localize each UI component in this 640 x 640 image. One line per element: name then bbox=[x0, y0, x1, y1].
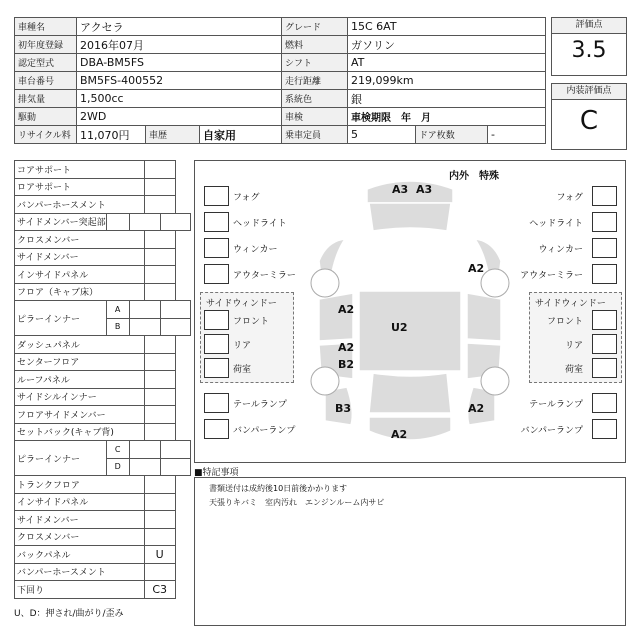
left-side-window-label: サイドウィンドー bbox=[206, 299, 277, 309]
left-headlight-label: ヘッドライト bbox=[233, 219, 287, 229]
right-mirror-label: アウターミラー bbox=[520, 271, 583, 281]
part-spacer bbox=[175, 248, 190, 266]
right-cargo-window-label: 荷室 bbox=[564, 365, 583, 375]
part-mark-cell[interactable] bbox=[144, 248, 175, 266]
left-front-window-checkbox[interactable] bbox=[204, 310, 229, 330]
damage-code-left-quarter: B3 bbox=[335, 402, 352, 415]
part-spacer bbox=[175, 371, 190, 389]
part-name: コアサポート bbox=[15, 161, 145, 179]
part-name: インサイドパネル bbox=[15, 493, 145, 511]
part-spacer bbox=[175, 388, 190, 406]
part-spacer bbox=[175, 336, 190, 354]
part-spacer bbox=[175, 231, 190, 249]
capacity-value: 5 bbox=[348, 126, 416, 144]
recycle-fee-value: 11,070円 bbox=[77, 126, 146, 144]
part-row bbox=[15, 266, 191, 284]
part-row bbox=[15, 336, 191, 354]
part-mark-cell[interactable] bbox=[144, 266, 175, 284]
part-mark-cell[interactable] bbox=[129, 318, 160, 336]
score-label: 評価点 bbox=[552, 18, 626, 34]
part-spacer bbox=[175, 266, 190, 284]
part-row bbox=[15, 161, 191, 179]
left-bumperlamp-label: バンパーランプ bbox=[233, 426, 296, 436]
interior-score-box bbox=[551, 83, 627, 150]
part-name: セットバック(キャブ背) bbox=[15, 423, 145, 441]
part-spacer bbox=[175, 476, 190, 494]
pillar-sub-label: A bbox=[106, 301, 129, 319]
part-mark-cell[interactable] bbox=[144, 423, 175, 441]
part-row bbox=[15, 371, 191, 389]
part-row bbox=[15, 353, 191, 371]
part-name: サイドシルインナー bbox=[15, 388, 145, 406]
part-row bbox=[15, 423, 191, 441]
part-mark-cell[interactable] bbox=[144, 406, 175, 424]
frame-parts-table bbox=[14, 160, 191, 599]
part-spacer bbox=[175, 161, 190, 179]
part-name: サイドメンバー bbox=[15, 248, 145, 266]
chassis-number-label: 車台番号 bbox=[15, 72, 77, 90]
part-mark-cell[interactable] bbox=[144, 528, 175, 546]
displacement-label: 排気量 bbox=[15, 90, 77, 108]
left-cargo-window-label: 荷室 bbox=[233, 365, 252, 375]
part-mark-cell[interactable]: U bbox=[144, 546, 175, 564]
part-mark-cell[interactable] bbox=[144, 511, 175, 529]
part-spacer bbox=[175, 353, 190, 371]
part-mark-cell[interactable] bbox=[144, 178, 175, 196]
right-front-window-checkbox[interactable] bbox=[592, 310, 617, 330]
part-name: 下回り bbox=[15, 581, 145, 599]
part-mark-cell[interactable] bbox=[160, 441, 190, 459]
grade-label: グレード bbox=[282, 18, 348, 36]
part-spacer bbox=[175, 493, 190, 511]
right-fog-label: フォグ bbox=[556, 193, 583, 203]
part-row bbox=[15, 178, 191, 196]
part-row bbox=[15, 196, 191, 214]
part-mark-cell[interactable] bbox=[144, 388, 175, 406]
right-winker-label: ウィンカー bbox=[538, 245, 583, 255]
part-row bbox=[15, 581, 191, 599]
right-front-window-label: フロント bbox=[546, 317, 583, 327]
color-value: 銀 bbox=[348, 90, 546, 108]
part-mark-cell[interactable] bbox=[144, 231, 175, 249]
left-fog-checkbox[interactable] bbox=[204, 186, 229, 206]
right-rear-window-label: リア bbox=[564, 341, 583, 351]
left-front-window-label: フロント bbox=[233, 317, 270, 327]
damage-code-left-rear-door: A2 bbox=[338, 341, 355, 354]
score-box bbox=[551, 17, 627, 76]
left-winker-checkbox[interactable] bbox=[204, 238, 229, 258]
part-name: ロアサポート bbox=[15, 178, 145, 196]
info-row bbox=[15, 90, 546, 108]
damage-code-front-left: A3 bbox=[392, 183, 409, 196]
drive-value: 2WD bbox=[77, 108, 282, 126]
doors-label: ドア枚数 bbox=[416, 126, 488, 144]
left-fog-label: フォグ bbox=[233, 193, 260, 203]
left-taillamp-label: テールランプ bbox=[233, 400, 287, 410]
grade-value: 15C 6AT bbox=[348, 18, 546, 36]
part-mark-cell[interactable] bbox=[144, 336, 175, 354]
damage-code-right-fender: A2 bbox=[468, 262, 485, 275]
part-mark-cell[interactable] bbox=[160, 301, 190, 319]
chassis-number-value: BM5FS-400552 bbox=[77, 72, 282, 90]
drive-label: 駆動 bbox=[15, 108, 77, 126]
part-name: サイドメンバー bbox=[15, 511, 145, 529]
part-row bbox=[15, 213, 191, 231]
diagram-header: 内外 特殊 bbox=[449, 171, 499, 182]
right-headlight-label: ヘッドライト bbox=[529, 219, 583, 229]
vehicle-info-table bbox=[14, 17, 546, 144]
part-mark-cell[interactable] bbox=[106, 213, 129, 231]
part-spacer bbox=[175, 563, 190, 581]
left-rear-window-checkbox[interactable] bbox=[204, 334, 229, 354]
fuel-value: ガソリン bbox=[348, 36, 546, 54]
part-row bbox=[15, 546, 191, 564]
left-rear-window-label: リア bbox=[233, 341, 252, 351]
left-winker-label: ウィンカー bbox=[233, 245, 278, 255]
part-name: クロスメンバー bbox=[15, 528, 145, 546]
part-mark-cell[interactable] bbox=[160, 213, 190, 231]
shift-value: AT bbox=[348, 54, 546, 72]
history-label: 車歴 bbox=[146, 126, 200, 144]
part-row bbox=[15, 301, 191, 319]
damage-code-right-quarter: A2 bbox=[468, 402, 485, 415]
part-spacer bbox=[175, 406, 190, 424]
left-mirror-label: アウターミラー bbox=[233, 271, 296, 281]
part-spacer bbox=[175, 546, 190, 564]
damage-code-left-rear-door-2: B2 bbox=[338, 358, 355, 371]
part-name: インサイドパネル bbox=[15, 266, 145, 284]
part-mark-cell[interactable] bbox=[144, 371, 175, 389]
notes-line: 天張りキバミ 室内汚れ エンジンルーム内サビ bbox=[209, 498, 385, 507]
part-mark-cell[interactable] bbox=[144, 161, 175, 179]
right-headlight-checkbox[interactable] bbox=[592, 212, 617, 232]
part-spacer bbox=[175, 511, 190, 529]
color-label: 系統色 bbox=[282, 90, 348, 108]
right-mirror-checkbox[interactable] bbox=[592, 264, 617, 284]
left-cargo-window-checkbox[interactable] bbox=[204, 358, 229, 378]
doors-value: - bbox=[488, 126, 546, 144]
notes-title: ■特記事項 bbox=[194, 468, 239, 478]
notes-box bbox=[194, 477, 626, 626]
notes-line: 書類送付は成約後10日前後かかります bbox=[209, 484, 348, 493]
right-bumperlamp-label: バンパーランプ bbox=[520, 426, 583, 436]
history-value: 自家用 bbox=[200, 126, 282, 144]
capacity-label: 乗車定員 bbox=[282, 126, 348, 144]
part-name: バンパーホースメント bbox=[15, 196, 145, 214]
first-registration-label: 初年度登録 bbox=[15, 36, 77, 54]
recycle-fee-label: リサイクル料 bbox=[15, 126, 77, 144]
interior-score-value: C bbox=[579, 106, 599, 136]
info-row bbox=[15, 54, 546, 72]
part-name: サイドメンバー突起部 bbox=[15, 213, 107, 231]
part-row bbox=[15, 248, 191, 266]
body-diagram bbox=[194, 160, 626, 463]
right-cargo-window-checkbox[interactable] bbox=[592, 358, 617, 378]
mileage-value: 219,099km bbox=[348, 72, 546, 90]
model-code-value: DBA-BM5FS bbox=[77, 54, 282, 72]
part-mark-cell[interactable] bbox=[129, 441, 160, 459]
interior-score-label: 内装評価点 bbox=[552, 84, 626, 100]
car-name-label: 車種名 bbox=[15, 18, 77, 36]
car-name-value: アクセラ bbox=[77, 18, 282, 36]
part-row bbox=[15, 511, 191, 529]
inspection-label: 車検 bbox=[282, 108, 348, 126]
first-registration-value: 2016年07月 bbox=[77, 36, 282, 54]
part-name: クロスメンバー bbox=[15, 231, 145, 249]
part-row bbox=[15, 388, 191, 406]
damage-code-left-front-door: A2 bbox=[338, 303, 355, 316]
part-spacer bbox=[175, 528, 190, 546]
part-mark-cell[interactable] bbox=[144, 196, 175, 214]
part-name: トランクフロア bbox=[15, 476, 145, 494]
pillar-sub-label: C bbox=[106, 441, 129, 459]
part-name: フロア（キャブ床） bbox=[15, 283, 145, 301]
part-name: ダッシュパネル bbox=[15, 336, 145, 354]
displacement-value: 1,500cc bbox=[77, 90, 282, 108]
info-row bbox=[15, 108, 546, 126]
info-row bbox=[15, 72, 546, 90]
left-bumperlamp-checkbox[interactable] bbox=[204, 419, 229, 439]
part-row bbox=[15, 563, 191, 581]
right-taillamp-checkbox[interactable] bbox=[592, 393, 617, 413]
part-name: バンパーホースメント bbox=[15, 563, 145, 581]
damage-code-rear: A2 bbox=[391, 428, 408, 441]
part-name: センターフロア bbox=[15, 353, 145, 371]
part-mark-cell[interactable] bbox=[144, 353, 175, 371]
right-rear-window-checkbox[interactable] bbox=[592, 334, 617, 354]
part-mark-cell[interactable] bbox=[129, 458, 160, 476]
part-row bbox=[15, 406, 191, 424]
part-row bbox=[15, 441, 191, 459]
part-spacer bbox=[175, 581, 190, 599]
part-mark-cell[interactable] bbox=[144, 476, 175, 494]
part-row bbox=[15, 231, 191, 249]
part-row bbox=[15, 528, 191, 546]
right-bumperlamp-checkbox[interactable] bbox=[592, 419, 617, 439]
part-mark-cell[interactable] bbox=[144, 493, 175, 511]
right-winker-checkbox[interactable] bbox=[592, 238, 617, 258]
inspection-value: 車検期限 年 月 bbox=[348, 108, 546, 126]
part-name: フロアサイドメンバー bbox=[15, 406, 145, 424]
damage-code-roof: U2 bbox=[391, 321, 408, 334]
mileage-label: 走行距離 bbox=[282, 72, 348, 90]
part-name: バックパネル bbox=[15, 546, 145, 564]
right-side-window-label: サイドウィンドー bbox=[535, 299, 606, 309]
part-name: ルーフパネル bbox=[15, 371, 145, 389]
fuel-label: 燃料 bbox=[282, 36, 348, 54]
model-code-label: 認定型式 bbox=[15, 54, 77, 72]
part-name: ピラーインナー bbox=[15, 441, 107, 476]
legend-footer: U、D：押され/曲がり/歪み bbox=[14, 609, 124, 619]
pillar-sub-label: D bbox=[106, 458, 129, 476]
left-taillamp-checkbox[interactable] bbox=[204, 393, 229, 413]
part-spacer bbox=[175, 423, 190, 441]
info-row bbox=[15, 18, 546, 36]
part-mark-cell[interactable] bbox=[129, 301, 160, 319]
pillar-sub-label: B bbox=[106, 318, 129, 336]
part-row bbox=[15, 493, 191, 511]
part-row bbox=[15, 476, 191, 494]
part-mark-cell[interactable] bbox=[160, 458, 190, 476]
left-mirror-checkbox[interactable] bbox=[204, 264, 229, 284]
part-mark-cell[interactable] bbox=[160, 318, 190, 336]
right-taillamp-label: テールランプ bbox=[529, 400, 583, 410]
score-value: 3.5 bbox=[571, 38, 607, 63]
right-fog-checkbox[interactable] bbox=[592, 186, 617, 206]
shift-label: シフト bbox=[282, 54, 348, 72]
part-mark-cell[interactable]: C3 bbox=[144, 581, 175, 599]
part-mark-cell[interactable] bbox=[129, 213, 160, 231]
part-row bbox=[15, 283, 191, 301]
info-row bbox=[15, 36, 546, 54]
left-headlight-checkbox[interactable] bbox=[204, 212, 229, 232]
damage-code-front-right: A3 bbox=[416, 183, 433, 196]
part-name: ピラーインナー bbox=[15, 301, 107, 336]
part-mark-cell[interactable] bbox=[144, 563, 175, 581]
part-spacer bbox=[175, 178, 190, 196]
info-row bbox=[15, 126, 546, 144]
part-spacer bbox=[175, 196, 190, 214]
part-spacer bbox=[175, 283, 190, 301]
part-mark-cell[interactable] bbox=[144, 283, 175, 301]
